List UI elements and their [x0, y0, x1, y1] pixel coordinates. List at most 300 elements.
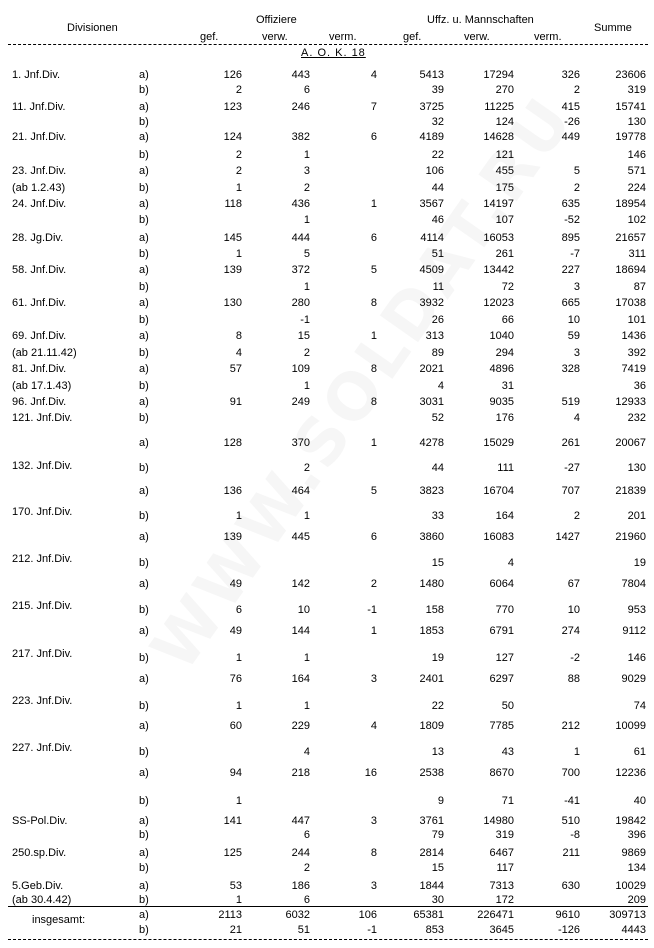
row-subtype: a) — [139, 720, 149, 732]
header-mannschaften-gef: gef. — [403, 31, 422, 43]
division-name: 24. Jnf.Div. — [12, 198, 67, 210]
division-name: 21. Jnf.Div. — [12, 131, 67, 143]
cell-of-verm: 6 — [370, 131, 377, 143]
row-subtype: b) — [139, 746, 149, 758]
cell-mn-verw: 14197 — [483, 198, 514, 210]
cell-mn-gef: 3567 — [419, 198, 444, 210]
cell-sum: 201 — [627, 510, 646, 522]
division-name: 170. Jnf.Div. — [12, 506, 73, 518]
cell-mn-gef: 3860 — [419, 531, 444, 543]
cell-of-gef: 126 — [223, 69, 242, 81]
table-row — [0, 297, 654, 309]
cell-of-verm: 4 — [370, 69, 377, 81]
division-name: 28. Jg.Div. — [12, 232, 64, 244]
cell-mn-gef: 3725 — [419, 101, 444, 113]
cell-mn-verm: -126 — [557, 924, 580, 936]
division-name: 61. Jnf.Div. — [12, 297, 67, 309]
cell-sum: 146 — [627, 652, 646, 664]
row-subtype: b) — [139, 281, 149, 293]
cell-mn-verw: 4896 — [489, 363, 514, 375]
cell-mn-verm: 9610 — [555, 909, 580, 921]
cell-mn-gef: 22 — [431, 149, 444, 161]
cell-mn-verm: 227 — [561, 264, 580, 276]
cell-sum: 146 — [627, 149, 646, 161]
cell-of-gef: 49 — [229, 625, 242, 637]
division-name: 212. Jnf.Div. — [12, 553, 73, 565]
cell-mn-verm: 274 — [561, 625, 580, 637]
cell-of-verw: 142 — [291, 578, 310, 590]
table-row — [0, 700, 654, 712]
cell-mn-verm: -7 — [570, 248, 580, 260]
cell-sum: 130 — [627, 116, 646, 128]
table-row — [0, 264, 654, 276]
row-subtype: b) — [139, 604, 149, 616]
cell-mn-gef: 4 — [437, 380, 444, 392]
division-name: 58. Jnf.Div. — [12, 264, 67, 276]
table-row — [0, 165, 654, 177]
cell-mn-gef: 4189 — [419, 131, 444, 143]
cell-of-gef: 1 — [235, 510, 242, 522]
cell-sum: 74 — [633, 700, 646, 712]
cell-of-gef: 6 — [235, 604, 242, 616]
cell-mn-verw: 176 — [495, 412, 514, 424]
row-subtype: a) — [139, 363, 149, 375]
header-offiziere: Offiziere — [256, 14, 297, 26]
cell-mn-verm: 5 — [573, 165, 580, 177]
row-subtype: b) — [139, 314, 149, 326]
cell-of-verm: 3 — [370, 880, 377, 892]
table-row — [0, 69, 654, 81]
cell-mn-gef: 313 — [425, 330, 444, 342]
division-name: 96. Jnf.Div. — [12, 396, 67, 408]
cell-mn-verm: 88 — [567, 673, 580, 685]
cell-of-gef: 53 — [229, 880, 242, 892]
cell-sum: 319 — [627, 84, 646, 96]
cell-sum: 21839 — [615, 485, 646, 497]
division-name: 227. Jnf.Div. — [12, 742, 73, 754]
cell-mn-verw: 319 — [495, 829, 514, 841]
row-subtype: a) — [139, 101, 149, 113]
cell-mn-gef: 51 — [431, 248, 444, 260]
table-row — [0, 330, 654, 342]
cell-mn-verw: 270 — [495, 84, 514, 96]
header-mannschaften-verw: verw. — [464, 31, 490, 43]
row-subtype: a) — [139, 198, 149, 210]
cell-mn-verw: 17294 — [483, 69, 514, 81]
cell-of-verw: 164 — [291, 673, 310, 685]
cell-of-verw: 1 — [303, 380, 310, 392]
cell-sum: 102 — [627, 214, 646, 226]
cell-mn-gef: 52 — [431, 412, 444, 424]
cell-of-gef: 1 — [235, 652, 242, 664]
row-subtype: a) — [139, 673, 149, 685]
header-summe: Summe — [594, 22, 632, 34]
cell-mn-gef: 32 — [431, 116, 444, 128]
cell-of-verm: 6 — [370, 232, 377, 244]
table-row — [0, 116, 654, 128]
cell-mn-verm: 67 — [567, 578, 580, 590]
row-subtype: a) — [139, 437, 149, 449]
cell-mn-verw: 107 — [495, 214, 514, 226]
table-row — [0, 214, 654, 226]
cell-of-verw: 447 — [291, 815, 310, 827]
cell-sum: 311 — [628, 248, 646, 260]
cell-mn-verw: 12023 — [483, 297, 514, 309]
cell-mn-verm: 635 — [561, 198, 580, 210]
total-divider — [8, 906, 648, 907]
row-subtype: b) — [139, 380, 149, 392]
cell-mn-verw: 7313 — [489, 880, 514, 892]
cell-mn-verm: 895 — [561, 232, 580, 244]
cell-mn-gef: 853 — [425, 924, 444, 936]
cell-mn-verw: 261 — [495, 248, 514, 260]
cell-mn-verw: 3645 — [489, 924, 514, 936]
cell-mn-verm: 10 — [567, 314, 580, 326]
cell-of-verw: 4 — [303, 746, 310, 758]
cell-sum: 101 — [627, 314, 646, 326]
cell-of-gef: 8 — [235, 330, 242, 342]
cell-of-gef: 94 — [229, 767, 242, 779]
table-row — [0, 924, 654, 936]
cell-mn-gef: 22 — [431, 700, 444, 712]
cell-mn-gef: 4509 — [419, 264, 444, 276]
cell-mn-verm: -2 — [570, 652, 580, 664]
cell-sum: 224 — [627, 182, 646, 194]
cell-sum: 571 — [627, 165, 646, 177]
cell-mn-verw: 6791 — [489, 625, 514, 637]
cell-mn-verw: 9035 — [489, 396, 514, 408]
cell-of-verm: 4 — [370, 720, 377, 732]
cell-mn-verw: 8670 — [489, 767, 514, 779]
cell-mn-gef: 4278 — [419, 437, 444, 449]
cell-sum: 9869 — [621, 847, 646, 859]
division-name: 23. Jnf.Div. — [12, 165, 67, 177]
cell-mn-verm: 665 — [561, 297, 580, 309]
cell-mn-gef: 2538 — [419, 767, 444, 779]
cell-sum: 134 — [627, 862, 646, 874]
row-subtype: a) — [139, 264, 149, 276]
cell-mn-verw: 14628 — [483, 131, 514, 143]
cell-of-verm: 5 — [370, 485, 377, 497]
table-row — [0, 232, 654, 244]
cell-mn-verm: 2 — [573, 84, 580, 96]
cell-sum: 15741 — [615, 101, 646, 113]
header-divisionen: Divisionen — [67, 22, 118, 34]
cell-mn-verm: 326 — [561, 69, 580, 81]
cell-of-verm: 2 — [370, 578, 377, 590]
header-offiziere-verm: verm. — [329, 31, 357, 43]
cell-of-verw: 246 — [291, 101, 310, 113]
cell-of-verw: 144 — [291, 625, 310, 637]
cell-sum: 10099 — [615, 720, 646, 732]
cell-mn-gef: 1853 — [419, 625, 444, 637]
cell-of-verm: 6 — [370, 531, 377, 543]
cell-mn-gef: 1809 — [419, 720, 444, 732]
cell-of-gef: 76 — [229, 673, 242, 685]
cell-of-verw: 1 — [303, 700, 310, 712]
cell-mn-verm: 449 — [561, 131, 580, 143]
cell-mn-verw: 31 — [501, 380, 514, 392]
cell-of-gef: 91 — [229, 396, 242, 408]
cell-mn-verw: 7785 — [489, 720, 514, 732]
cell-sum: 7419 — [621, 363, 646, 375]
cell-of-verw: 2 — [303, 182, 310, 194]
header-offiziere-gef: gef. — [200, 31, 219, 43]
table-row — [0, 557, 654, 569]
cell-mn-verw: 164 — [495, 510, 514, 522]
row-subtype: a) — [139, 396, 149, 408]
table-row — [0, 347, 654, 359]
table-row — [0, 281, 654, 293]
cell-mn-gef: 3823 — [419, 485, 444, 497]
cell-mn-gef: 30 — [431, 894, 444, 906]
row-subtype: b) — [139, 347, 149, 359]
cell-sum: 19778 — [615, 131, 646, 143]
cell-mn-verm: 261 — [561, 437, 580, 449]
division-name: 217. Jnf.Div. — [12, 648, 73, 660]
cell-mn-verm: 211 — [562, 847, 580, 859]
division-name: 5.Geb.Div. — [12, 880, 64, 892]
table-row — [0, 604, 654, 616]
division-name: 215. Jnf.Div. — [12, 600, 73, 612]
table-row — [0, 815, 654, 827]
cell-of-verw: 1 — [303, 510, 310, 522]
cell-of-verw: 443 — [291, 69, 310, 81]
cell-mn-verm: -41 — [564, 795, 580, 807]
cell-of-verw: 370 — [291, 437, 310, 449]
cell-mn-verm: 328 — [561, 363, 580, 375]
table-row — [0, 248, 654, 260]
cell-of-gef: 130 — [223, 297, 242, 309]
cell-sum: 18694 — [615, 264, 646, 276]
division-name: 81. Jnf.Div. — [12, 363, 67, 375]
header-mannschaften-verm: verm. — [534, 31, 562, 43]
cell-of-verw: 229 — [291, 720, 310, 732]
cell-sum: 232 — [627, 412, 646, 424]
cell-of-verw: 2 — [303, 862, 310, 874]
cell-of-verw: 445 — [291, 531, 310, 543]
cell-of-verm: 8 — [370, 297, 377, 309]
cell-mn-gef: 3932 — [419, 297, 444, 309]
division-name: (ab 1.2.43) — [12, 182, 66, 194]
cell-of-verw: 6 — [303, 894, 310, 906]
cell-of-verm: 16 — [364, 767, 377, 779]
cell-of-verm: 7 — [370, 101, 377, 113]
cell-mn-verw: 226471 — [477, 909, 514, 921]
table-row — [0, 462, 654, 474]
cell-mn-gef: 44 — [431, 182, 444, 194]
table-row — [0, 909, 654, 926]
cell-of-verm: 3 — [370, 815, 377, 827]
cell-mn-gef: 1480 — [419, 578, 444, 590]
row-subtype: b) — [139, 116, 149, 128]
table-row — [0, 652, 654, 664]
cell-mn-verw: 50 — [501, 700, 514, 712]
cell-mn-gef: 2814 — [419, 847, 444, 859]
cell-of-verw: 2 — [303, 462, 310, 474]
cell-mn-verw: 294 — [495, 347, 514, 359]
table-row — [0, 510, 654, 522]
cell-sum: 953 — [627, 604, 646, 616]
cell-of-gef: 139 — [223, 264, 242, 276]
cell-sum: 17038 — [615, 297, 646, 309]
cell-of-verw: 2 — [303, 347, 310, 359]
row-subtype: b) — [139, 795, 149, 807]
cell-mn-verm: 2 — [573, 510, 580, 522]
cell-mn-verw: 16053 — [483, 232, 514, 244]
row-subtype: a) — [139, 909, 149, 921]
cell-mn-verw: 127 — [495, 652, 514, 664]
cell-mn-verw: 6297 — [489, 673, 514, 685]
cell-of-gef: 4 — [235, 347, 242, 359]
cell-of-verw: 10 — [297, 604, 310, 616]
table-row — [0, 84, 654, 96]
cell-mn-verm: 2 — [573, 182, 580, 194]
cell-of-gef: 21 — [229, 924, 242, 936]
row-subtype: b) — [139, 84, 149, 96]
cell-of-verw: 1 — [303, 149, 310, 161]
table-row — [0, 380, 654, 392]
cell-of-gef: 2 — [235, 149, 242, 161]
cell-sum: 61 — [633, 746, 646, 758]
cell-mn-verw: 124 — [495, 116, 514, 128]
cell-mn-gef: 5413 — [419, 69, 444, 81]
row-subtype: b) — [139, 700, 149, 712]
cell-of-verw: 3 — [303, 165, 310, 177]
cell-mn-verm: 707 — [561, 485, 580, 497]
division-name: SS-Pol.Div. — [12, 815, 68, 827]
cell-mn-verw: 6467 — [489, 847, 514, 859]
cell-mn-verw: 71 — [501, 795, 514, 807]
cell-of-verm: -1 — [367, 924, 377, 936]
cell-sum: 309713 — [609, 909, 646, 921]
cell-sum: 12933 — [615, 396, 646, 408]
cell-sum: 21960 — [615, 531, 646, 543]
row-subtype: b) — [139, 557, 149, 569]
row-subtype: a) — [139, 297, 149, 309]
division-name: 132. Jnf.Div. — [12, 460, 73, 472]
cell-sum: 9029 — [621, 673, 646, 685]
cell-of-verw: 109 — [291, 363, 310, 375]
cell-mn-verm: 59 — [567, 330, 580, 342]
table-row — [0, 131, 654, 143]
cell-mn-verm: 1427 — [555, 531, 580, 543]
cell-of-verm: 8 — [370, 847, 377, 859]
cell-mn-verw: 455 — [495, 165, 514, 177]
cell-of-verw: 15 — [297, 330, 310, 342]
cell-of-verm: 1 — [370, 437, 377, 449]
cell-mn-verm: 3 — [573, 281, 580, 293]
cell-mn-gef: 26 — [431, 314, 444, 326]
cell-mn-gef: 1844 — [419, 880, 444, 892]
cell-mn-gef: 46 — [431, 214, 444, 226]
cell-mn-verm: 1 — [573, 746, 580, 758]
division-name: (ab 21.11.42) — [12, 347, 77, 359]
cell-of-gef: 1 — [235, 248, 242, 260]
cell-mn-verw: 770 — [495, 604, 514, 616]
cell-of-gef: 2 — [235, 165, 242, 177]
cell-of-gef: 123 — [223, 101, 242, 113]
division-name: 250.sp.Div. — [12, 847, 67, 859]
cell-of-gef: 1 — [235, 182, 242, 194]
cell-of-gef: 49 — [229, 578, 242, 590]
table-row — [0, 829, 654, 841]
cell-sum: 18954 — [615, 198, 646, 210]
cell-mn-verw: 6064 — [489, 578, 514, 590]
cell-mn-verw: 16704 — [483, 485, 514, 497]
row-subtype: a) — [139, 69, 149, 81]
cell-mn-verm: 4 — [573, 412, 580, 424]
cell-sum: 12236 — [615, 767, 646, 779]
cell-mn-verm: 510 — [561, 815, 580, 827]
cell-mn-gef: 15 — [431, 557, 444, 569]
cell-mn-verw: 117 — [496, 862, 514, 874]
cell-of-verw: 444 — [291, 232, 310, 244]
cell-sum: 4443 — [621, 924, 646, 936]
cell-mn-gef: 89 — [431, 347, 444, 359]
cell-of-gef: 57 — [229, 363, 242, 375]
cell-of-verw: 218 — [291, 767, 310, 779]
cell-mn-verm: 415 — [561, 101, 580, 113]
cell-sum: 1436 — [621, 330, 646, 342]
cell-mn-gef: 65381 — [413, 909, 444, 921]
cell-of-gef: 125 — [223, 847, 242, 859]
cell-of-verw: 244 — [291, 847, 310, 859]
cell-of-verm: 1 — [370, 625, 377, 637]
table-row — [0, 847, 654, 859]
cell-mn-gef: 15 — [431, 862, 444, 874]
cell-mn-gef: 158 — [425, 604, 444, 616]
row-subtype: a) — [139, 232, 149, 244]
cell-of-gef: 1 — [235, 894, 242, 906]
cell-of-verm: 8 — [370, 363, 377, 375]
cell-of-gef: 1 — [235, 700, 242, 712]
cell-of-gef: 128 — [223, 437, 242, 449]
cell-mn-verw: 16083 — [483, 531, 514, 543]
cell-sum: 36 — [633, 380, 646, 392]
table-row — [0, 363, 654, 375]
row-subtype: a) — [139, 847, 149, 859]
cell-mn-gef: 44 — [431, 462, 444, 474]
cell-mn-gef: 106 — [425, 165, 444, 177]
row-subtype: b) — [139, 652, 149, 664]
cell-mn-verm: 630 — [561, 880, 580, 892]
cell-of-verm: 3 — [370, 673, 377, 685]
total-label: insgesamt: — [32, 914, 86, 926]
cell-of-verw: 1 — [303, 652, 310, 664]
cell-of-verw: 249 — [291, 396, 310, 408]
table-row — [0, 396, 654, 408]
table-row — [0, 880, 654, 892]
header-mannschaften: Uffz. u. Mannschaften — [427, 14, 534, 26]
row-subtype: b) — [139, 894, 149, 906]
row-subtype: b) — [139, 248, 149, 260]
row-subtype: a) — [139, 165, 149, 177]
division-name: 121. Jnf.Div. — [12, 412, 73, 424]
row-subtype: b) — [139, 462, 149, 474]
cell-mn-gef: 2401 — [419, 673, 444, 685]
cell-mn-gef: 2021 — [419, 363, 444, 375]
cell-of-verw: 51 — [297, 924, 310, 936]
cell-sum: 23606 — [615, 69, 646, 81]
cell-sum: 7804 — [621, 578, 646, 590]
cell-mn-verm: -26 — [564, 116, 580, 128]
table-row — [0, 314, 654, 326]
cell-sum: 40 — [633, 795, 646, 807]
cell-of-verm: 8 — [370, 396, 377, 408]
cell-of-gef: 60 — [229, 720, 242, 732]
cell-of-gef: 139 — [223, 531, 242, 543]
